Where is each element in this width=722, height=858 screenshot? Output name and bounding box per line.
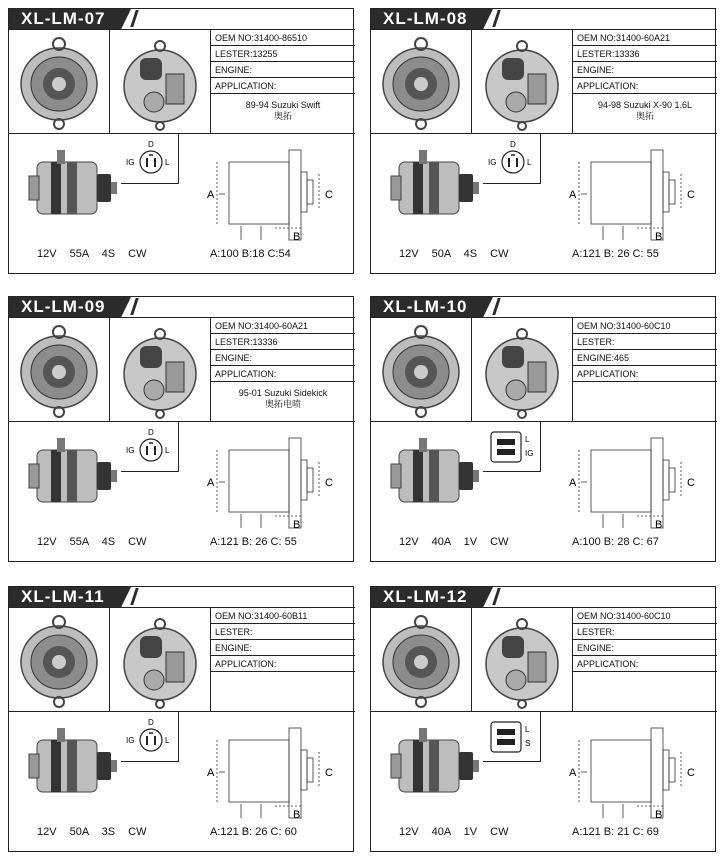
product-card: [370, 8, 716, 274]
dimension-diagram: [189, 144, 349, 246]
electrical-specs: 12V 50A 3S CW: [37, 826, 147, 838]
card-header: [371, 297, 717, 317]
alternator-side-image: [27, 436, 119, 516]
connector-diagram: [483, 134, 541, 184]
dim-label-b: B: [655, 231, 663, 243]
engine: ENGINE:: [573, 62, 717, 78]
alternator-rear-image: [110, 30, 211, 133]
product-card: [8, 296, 354, 562]
engine: ENGINE:: [211, 350, 355, 366]
connector-label-ig: IG: [126, 158, 135, 167]
spec-table: [211, 608, 355, 711]
card-top-section: [371, 318, 717, 422]
product-card: [8, 8, 354, 274]
engine: ENGINE:: [211, 640, 355, 656]
dim-label-a: A: [207, 189, 215, 201]
model-number: XL-LM-11: [21, 587, 105, 606]
application-value: [573, 382, 717, 421]
card-header: [9, 587, 355, 607]
electrical-specs: 12V 40A 1V CW: [399, 826, 509, 838]
dimension-diagram: [551, 144, 711, 246]
dim-label-c: C: [325, 477, 333, 489]
connector-label-ig: IG: [126, 446, 135, 455]
alternator-side-image: [389, 436, 481, 516]
dim-label-c: C: [325, 189, 333, 201]
oem-number: OEM NO:31400-60B11: [211, 608, 355, 624]
card-top-section: [371, 608, 717, 712]
spec-table: [573, 608, 717, 711]
connector-label-ig: IG: [488, 158, 497, 167]
connector-diagram: [483, 422, 541, 472]
oem-number: OEM NO:31400-60C10: [573, 608, 717, 624]
alternator-side-image: [27, 148, 119, 228]
alternator-rear-image: [472, 608, 573, 711]
application-line-2: 奥拓: [273, 111, 292, 121]
electrical-specs: 12V 55A 4S CW: [37, 536, 147, 548]
application-line-2: 奥拓电喷: [264, 399, 301, 409]
engine: ENGINE:: [211, 62, 355, 78]
connector-label-2: IG: [525, 449, 534, 458]
spec-table: [573, 30, 717, 133]
alternator-rear-image: [472, 318, 573, 421]
dimensions-values: A:121 B: 26 C: 55: [210, 536, 297, 548]
alternator-front-image: [371, 608, 472, 711]
dim-label-a: A: [207, 477, 215, 489]
lester-number: LESTER:13336: [211, 334, 355, 350]
engine: ENGINE:: [573, 640, 717, 656]
dimensions-values: A:121 B: 21 C: 69: [572, 826, 659, 838]
connector-label-d: D: [148, 140, 154, 149]
dim-label-a: A: [207, 767, 215, 779]
application-label: APPLICATION:: [211, 656, 355, 672]
card-header: [371, 9, 717, 29]
application-label: APPLICATION:: [211, 78, 355, 94]
connector-diagram: [121, 134, 179, 184]
application-value: [211, 94, 355, 133]
dimensions-values: A:121 B: 26 C: 55: [572, 248, 659, 260]
connector-plug-icon: [491, 432, 521, 462]
alternator-front-image: [371, 30, 472, 133]
alternator-side-image: [27, 726, 119, 806]
dim-label-a: A: [569, 767, 577, 779]
dim-label-c: C: [325, 767, 333, 779]
model-number: XL-LM-12: [383, 587, 468, 606]
spec-table: [211, 30, 355, 133]
card-header: [371, 587, 717, 607]
application-line-1: 94-98 Suzuki X-90 1.6L: [597, 100, 693, 110]
dim-label-b: B: [655, 809, 663, 821]
application-value: [211, 382, 355, 421]
card-top-section: [9, 30, 355, 134]
application-value: [573, 94, 717, 133]
application-value: [211, 672, 355, 711]
oem-number: OEM NO:31400-60A21: [573, 30, 717, 46]
card-top-section: [371, 30, 717, 134]
connector-label-d: D: [148, 428, 154, 437]
model-number: XL-LM-07: [21, 9, 106, 28]
application-line-1: 95-01 Suzuki Sidekick: [238, 388, 328, 398]
card-top-section: [9, 608, 355, 712]
application-label: APPLICATION:: [573, 656, 717, 672]
card-bottom-section: [371, 422, 717, 561]
dimension-diagram: [189, 722, 349, 824]
dim-label-a: A: [569, 189, 577, 201]
alternator-rear-image: [110, 608, 211, 711]
application-label: APPLICATION:: [573, 366, 717, 382]
spec-table: [573, 318, 717, 421]
card-header: [9, 297, 355, 317]
alternator-front-image: [371, 318, 472, 421]
connector-label-d: D: [510, 140, 516, 149]
oem-number: OEM NO:31400-60A21: [211, 318, 355, 334]
dim-label-c: C: [687, 477, 695, 489]
connector-plug-icon: [491, 722, 521, 752]
connector-label-l: L: [527, 158, 532, 167]
connector-label-l: L: [165, 158, 170, 167]
card-bottom-section: [371, 712, 717, 851]
connector-label-2: S: [525, 739, 531, 748]
connector-label-l: L: [165, 446, 170, 455]
dimension-diagram: [551, 432, 711, 534]
alternator-side-image: [389, 726, 481, 806]
engine: ENGINE:465: [573, 350, 717, 366]
dimension-diagram: [551, 722, 711, 824]
dim-label-b: B: [293, 519, 301, 531]
lester-number: LESTER:13336: [573, 46, 717, 62]
connector-label-ig: IG: [126, 736, 135, 745]
dim-label-b: B: [293, 809, 301, 821]
card-header: [9, 9, 355, 29]
lester-number: LESTER:: [211, 624, 355, 640]
application-line-2: 奥拓: [635, 111, 654, 121]
alternator-side-image: [389, 148, 481, 228]
application-label: APPLICATION:: [573, 78, 717, 94]
card-bottom-section: [9, 134, 355, 273]
dimensions-values: A:100 B: 28 C: 67: [572, 536, 659, 548]
oem-number: OEM NO:31400-60C10: [573, 318, 717, 334]
alternator-rear-image: [110, 318, 211, 421]
spec-table: [211, 318, 355, 421]
dim-label-c: C: [687, 189, 695, 201]
model-number: XL-LM-09: [21, 297, 106, 316]
model-number: XL-LM-08: [383, 9, 468, 28]
connector-diagram: [483, 712, 541, 762]
dim-label-a: A: [569, 477, 577, 489]
product-card: [370, 586, 716, 852]
lester-number: LESTER:13255: [211, 46, 355, 62]
dimensions-values: A:121 B: 26 C: 60: [210, 826, 297, 838]
dim-label-b: B: [655, 519, 663, 531]
lester-number: LESTER:: [573, 334, 717, 350]
alternator-rear-image: [472, 30, 573, 133]
product-card: [370, 296, 716, 562]
application-value: [573, 672, 717, 711]
card-top-section: [9, 318, 355, 422]
electrical-specs: 12V 50A 4S CW: [399, 248, 509, 260]
oem-number: OEM NO:31400-86510: [211, 30, 355, 46]
dimensions-values: A:100 B:18 C:54: [210, 248, 291, 260]
application-line-1: 89-94 Suzuki Swift: [245, 100, 321, 110]
connector-label-1: L: [525, 435, 530, 444]
dimension-diagram: [189, 432, 349, 534]
electrical-specs: 12V 40A 1V CW: [399, 536, 509, 548]
card-bottom-section: [9, 422, 355, 561]
alternator-front-image: [9, 608, 110, 711]
electrical-specs: 12V 55A 4S CW: [37, 248, 147, 260]
lester-number: LESTER:: [573, 624, 717, 640]
product-card: [8, 586, 354, 852]
connector-label-d: D: [148, 718, 154, 727]
dim-label-b: B: [293, 231, 301, 243]
card-bottom-section: [9, 712, 355, 851]
connector-label-l: L: [165, 736, 170, 745]
application-label: APPLICATION:: [211, 366, 355, 382]
connector-diagram: [121, 712, 179, 762]
model-number: XL-LM-10: [383, 297, 468, 316]
connector-label-1: L: [525, 725, 530, 734]
dim-label-c: C: [687, 767, 695, 779]
alternator-front-image: [9, 30, 110, 133]
card-bottom-section: [371, 134, 717, 273]
connector-diagram: [121, 422, 179, 472]
alternator-front-image: [9, 318, 110, 421]
